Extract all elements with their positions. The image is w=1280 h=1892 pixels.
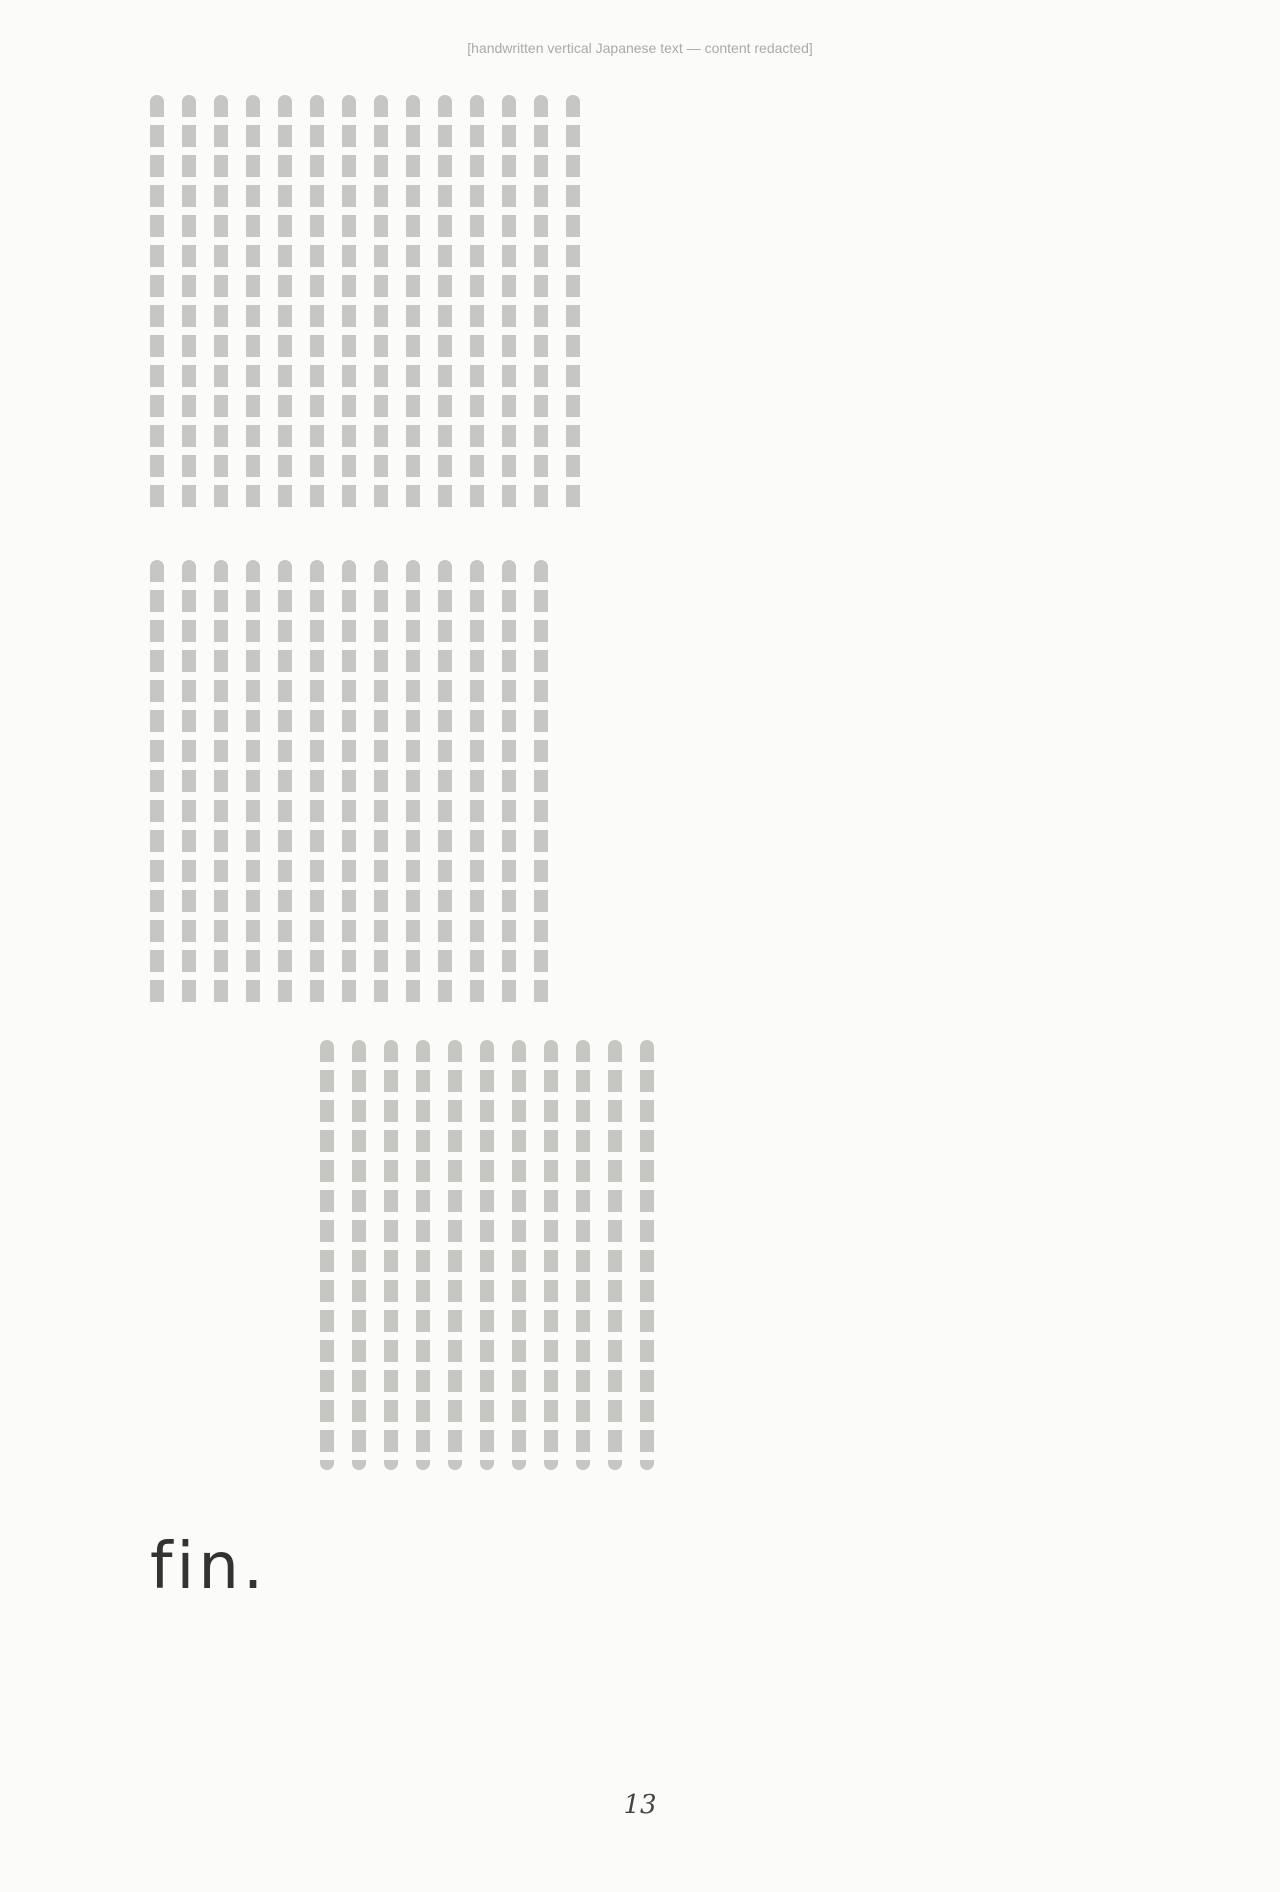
redacted-text-column (374, 560, 388, 1010)
redacted-text-column (310, 560, 324, 1010)
redacted-text-column (278, 95, 292, 515)
redacted-text-column (278, 560, 292, 1010)
redacted-text-column (416, 1040, 430, 1470)
redacted-text-column (182, 95, 196, 515)
redacted-text-column (470, 560, 484, 1010)
redacted-text-column (534, 95, 548, 515)
redacted-text-column (150, 560, 164, 1010)
redacted-text-column (352, 1040, 366, 1470)
redacted-text-column (246, 95, 260, 515)
redacted-text-column (342, 95, 356, 515)
text-block-middle (150, 560, 548, 1010)
redacted-text-column (566, 95, 580, 515)
redacted-text-column (310, 95, 324, 515)
redacted-text-column (534, 560, 548, 1010)
redacted-text-column (214, 95, 228, 515)
redacted-text-column (470, 95, 484, 515)
redacted-text-column (384, 1040, 398, 1470)
text-block-top (150, 95, 580, 515)
redacted-text-column (640, 1040, 654, 1470)
redacted-text-column (214, 560, 228, 1010)
redacted-text-column (448, 1040, 462, 1470)
text-block-bottom (320, 1040, 654, 1470)
redacted-text-column (320, 1040, 334, 1470)
redacted-text-column (438, 560, 452, 1010)
redacted-text-column (502, 95, 516, 515)
redacted-text-column (544, 1040, 558, 1470)
redacted-text-column (246, 560, 260, 1010)
redacted-text-column (502, 560, 516, 1010)
fin-label: fin. (150, 1530, 268, 1604)
redacted-text-column (182, 560, 196, 1010)
redacted-text-column (576, 1040, 590, 1470)
page-number: 13 (623, 1790, 657, 1820)
redacted-text-column (406, 560, 420, 1010)
redacted-text-column (438, 95, 452, 515)
redacted-text-column (342, 560, 356, 1010)
redacted-text-column (512, 1040, 526, 1470)
redacted-text-column (150, 95, 164, 515)
redacted-text-column (406, 95, 420, 515)
redacted-text-column (608, 1040, 622, 1470)
redacted-text-column (480, 1040, 494, 1470)
redaction-note: [handwritten vertical Japanese text — content redacted] (467, 40, 813, 56)
redacted-text-column (374, 95, 388, 515)
